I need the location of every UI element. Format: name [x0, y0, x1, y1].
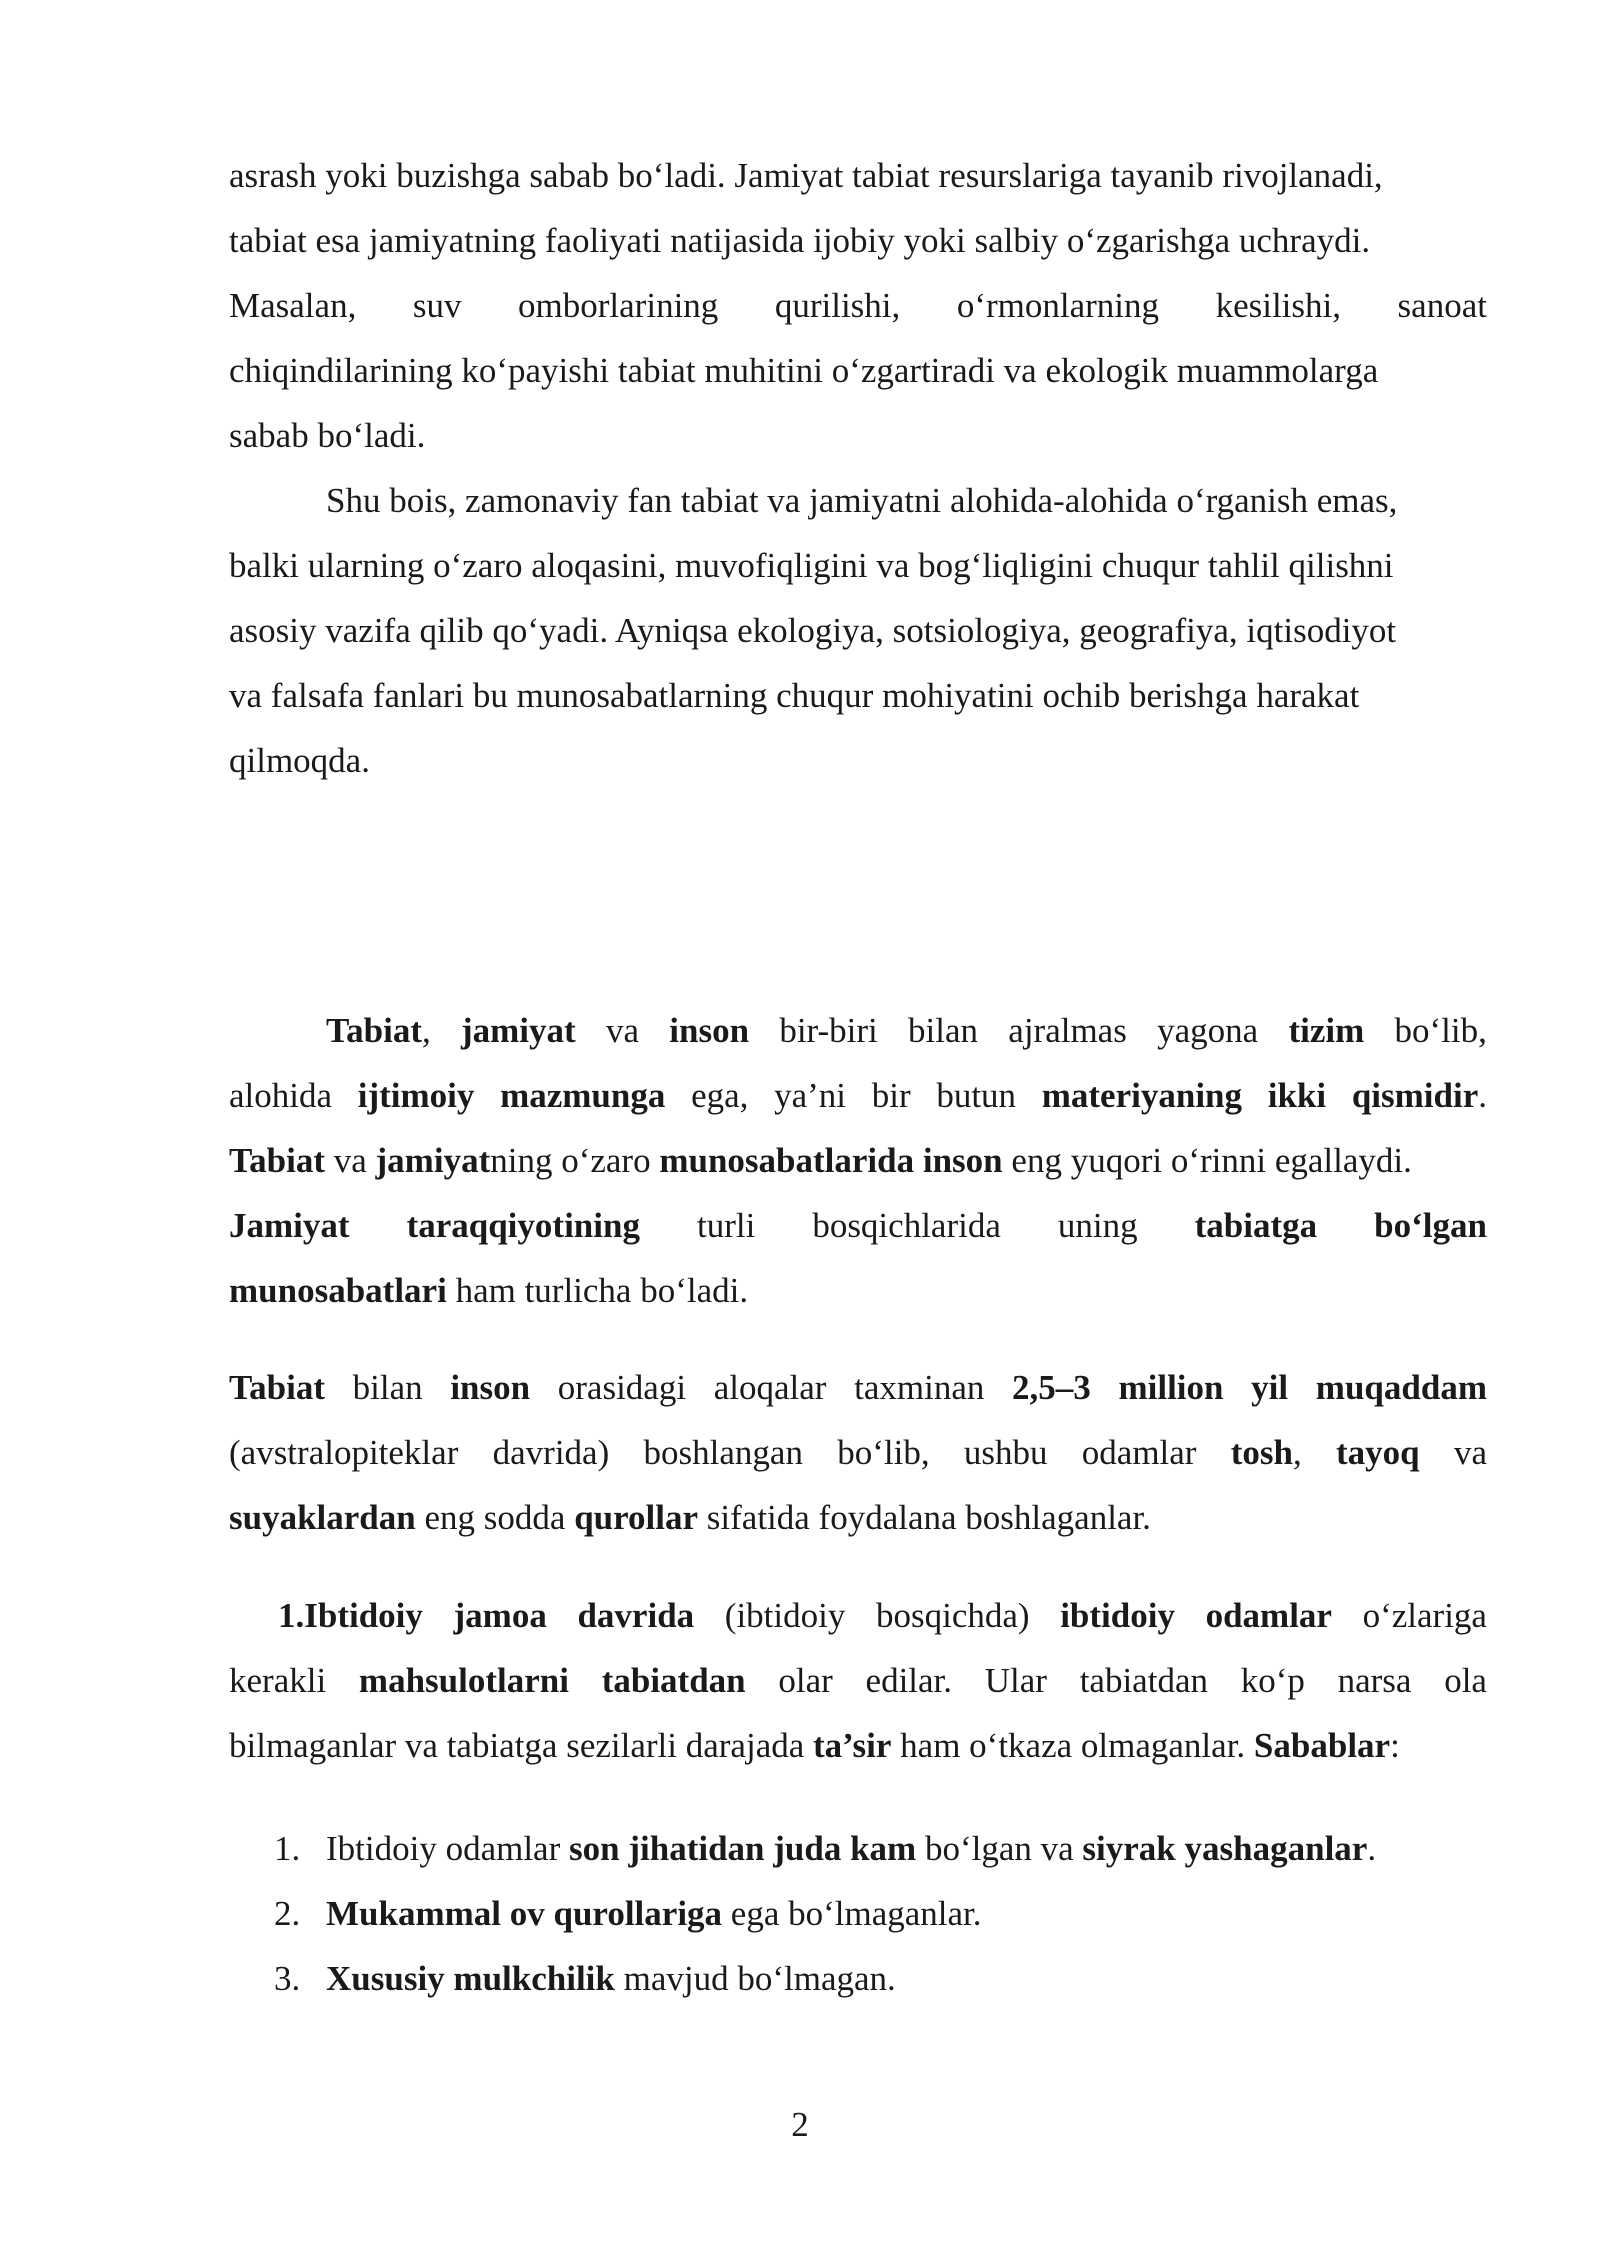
list-number-text: 1. [274, 1829, 301, 1868]
word: sanoat [1397, 286, 1487, 325]
word: taxminan [854, 1368, 985, 1407]
word: bosqichlarida [812, 1206, 1001, 1245]
word: aloqalar [713, 1368, 827, 1407]
text-run: bilmaganlar va tabiatga sezilarli darajada [229, 1726, 814, 1765]
word: butun [936, 1076, 1017, 1115]
list-number [229, 1881, 326, 1946]
word: tabiatdan [1079, 1661, 1208, 1700]
bold-term: Tabiat [326, 1011, 422, 1050]
text-run: sifatida foydalana boshlaganlar. [698, 1498, 1151, 1537]
word: orasidagi [557, 1368, 687, 1407]
bold-term: ibtidoiy [1060, 1596, 1175, 1635]
bold-term: million [1118, 1368, 1224, 1407]
word: o‘rmonlarning [956, 286, 1160, 325]
bold-term: jamiyat [461, 1011, 576, 1050]
bold-term: bo‘lgan [1374, 1206, 1487, 1245]
text-line [229, 1713, 1487, 1778]
word: bo‘lib, [1394, 1011, 1487, 1050]
word: ushbu [963, 1433, 1048, 1472]
bold-term: odamlar [1205, 1596, 1332, 1635]
bold-term: son jihatidan juda kam [569, 1829, 917, 1868]
text-line: qilmoqda. [229, 741, 370, 780]
bold-term: tayoq [1336, 1433, 1420, 1472]
text-run: eng yuqori o‘rinni egallaydi. [1002, 1141, 1412, 1180]
paragraph-1 [229, 143, 1487, 468]
word: ko‘p [1240, 1661, 1305, 1700]
text-line-justified [229, 998, 1487, 1063]
word: bilan [908, 1011, 979, 1050]
bold-term: muqaddam [1315, 1368, 1487, 1407]
bold-term: Tabiat [229, 1368, 325, 1407]
list-number-text: 3. [274, 1959, 301, 1998]
bold-term: taraqqiyotining [406, 1206, 640, 1245]
text-line: va falsafa fanlari bu munosabatlarning chuqur mohiyatini ochib berishga harakat [229, 676, 1360, 715]
text-line: tabiat esa jamiyatning faoliyati natijasida ijobiy yoki salbiy o‘zgarishga uchraydi. [229, 221, 1371, 260]
text-run: eng sodda [415, 1498, 575, 1537]
comma: , [421, 1011, 431, 1050]
paragraph-2 [229, 468, 1487, 793]
bold-term: tabiatga [1194, 1206, 1318, 1245]
text-line: asrash yoki buzishga sabab bo‘ladi. Jamiyat tabiat resurslariga tayanib rivojlanadi, [229, 156, 1383, 195]
word: (avstralopiteklar [229, 1433, 459, 1472]
text-line [229, 1485, 1487, 1550]
bold-term: Xususiy mulkchilik [326, 1959, 615, 1998]
word: omborlarining [518, 286, 719, 325]
list-number [229, 1816, 326, 1881]
bold-term: jamoa [453, 1596, 547, 1635]
bold-term: ta’sir [813, 1726, 892, 1765]
bold-term: davrida [577, 1596, 695, 1635]
bold-term: Tabiat [229, 1141, 325, 1180]
bold-term: inson [450, 1368, 531, 1407]
text-line-justified [229, 1648, 1487, 1713]
bold-term: ikki [1267, 1076, 1327, 1115]
word: kerakli [229, 1661, 327, 1700]
list-item [229, 1816, 1376, 1881]
word: boshlangan [643, 1433, 803, 1472]
word: (ibtidoiy [724, 1596, 846, 1635]
text-line-justified [229, 1420, 1487, 1485]
text-line-justified [229, 1193, 1487, 1258]
bold-term: inson [669, 1011, 750, 1050]
bold-term: jamiyat [375, 1141, 491, 1180]
text-line: asosiy vazifa qilib qo‘yadi. Ayniqsa ekologiya, sotsiologiya, geografiya, iqtisodiyot [229, 611, 1397, 650]
text-line-justified [229, 1063, 1487, 1128]
word: suv [412, 286, 462, 325]
text-line [229, 1258, 1487, 1323]
list-number [229, 1946, 326, 2011]
text-run: Ibtidoiy odamlar [326, 1829, 570, 1868]
word: bilan [352, 1368, 423, 1407]
bold-term: yil [1251, 1368, 1289, 1407]
list-item [229, 1946, 896, 2011]
text-run: . [1367, 1829, 1377, 1868]
word: bir [871, 1076, 911, 1115]
bold-term: 1.Ibtidoiy [278, 1596, 423, 1635]
bold-term: Sabablar [1253, 1726, 1391, 1765]
text-run: ega bo‘lmaganlar. [722, 1894, 982, 1933]
text-line: sabab bo‘ladi. [229, 416, 426, 455]
text-run: va [324, 1141, 376, 1180]
bold-term: tosh [1230, 1433, 1293, 1472]
word: davrida) [492, 1433, 610, 1472]
word: va [1453, 1433, 1487, 1472]
text-run: ning o‘zaro [490, 1141, 660, 1180]
paragraph-5 [229, 1583, 1487, 1778]
bold-term: ijtimoiy [357, 1076, 475, 1115]
bold-term: 2,5–3 [1012, 1368, 1091, 1407]
word: o‘zlariga [1362, 1596, 1487, 1635]
word: turli [696, 1206, 756, 1245]
text-line-justified [229, 273, 1487, 338]
text-run: ham turlicha bo‘ladi. [446, 1271, 749, 1310]
word: qurilishi, [774, 286, 901, 325]
period: . [1478, 1076, 1487, 1115]
paragraph-3 [229, 998, 1487, 1323]
bold-term: tizim [1288, 1011, 1365, 1050]
text-run: : [1390, 1726, 1400, 1765]
word: narsa [1337, 1661, 1412, 1700]
comma: , [1293, 1433, 1302, 1472]
word: yagona [1157, 1011, 1259, 1050]
word: odamlar [1081, 1433, 1197, 1472]
word: ya’ni [774, 1076, 847, 1115]
bold-term: munosabatlarida inson [659, 1141, 1003, 1180]
text-line-justified [229, 1583, 1487, 1648]
text-line-justified [229, 1355, 1487, 1420]
bold-term: qurollar [574, 1498, 699, 1537]
bold-term: mazmunga [500, 1076, 666, 1115]
word: edilar. [865, 1661, 953, 1700]
text-run: bo‘lgan va [916, 1829, 1083, 1868]
word: Masalan, [229, 286, 357, 325]
word: ola [1444, 1661, 1487, 1700]
word: olar [778, 1661, 833, 1700]
page-number: 2 [791, 2105, 809, 2144]
bold-term: tabiatdan [601, 1661, 746, 1700]
text-run: mavjud bo‘lmagan. [614, 1959, 896, 1998]
word: uning [1057, 1206, 1138, 1245]
text-line: chiqindilarining ko‘payishi tabiat muhitini o‘zgartiradi va ekologik muammolarga [229, 351, 1379, 390]
list-number-text: 2. [274, 1894, 301, 1933]
word: Ular [984, 1661, 1047, 1700]
list-item [229, 1881, 982, 1946]
word: alohida [229, 1076, 333, 1115]
word: kesilishi, [1215, 286, 1341, 325]
word: bo‘lib, [837, 1433, 930, 1472]
word: va [605, 1011, 640, 1050]
bold-term: mahsulotlarni [358, 1661, 569, 1700]
bold-term: materiyaning [1041, 1076, 1243, 1115]
bold-term: Mukammal ov qurollariga [326, 1894, 723, 1933]
word: bir-biri [779, 1011, 878, 1050]
text-run: ham o‘tkaza olmaganlar. [891, 1726, 1254, 1765]
bold-term: siyrak yashaganlar [1082, 1829, 1368, 1868]
bold-term: qismidir [1351, 1076, 1479, 1115]
word: bosqichda) [875, 1596, 1030, 1635]
text-line: Shu bois, zamonaviy fan tabiat va jamiyatni alohida-alohida o‘rganish emas, [326, 481, 1398, 520]
text-line: balki ularning o‘zaro aloqasini, muvofiqligini va bog‘liqligini chuqur tahlil qilishni [229, 546, 1394, 585]
word: ega, [691, 1076, 749, 1115]
paragraph-4 [229, 1355, 1487, 1550]
word: ajralmas [1008, 1011, 1127, 1050]
text-line [229, 1128, 1487, 1193]
bold-term: munosabatlari [229, 1271, 447, 1310]
bold-term: Jamiyat [229, 1206, 350, 1245]
bold-term: suyaklardan [229, 1498, 416, 1537]
